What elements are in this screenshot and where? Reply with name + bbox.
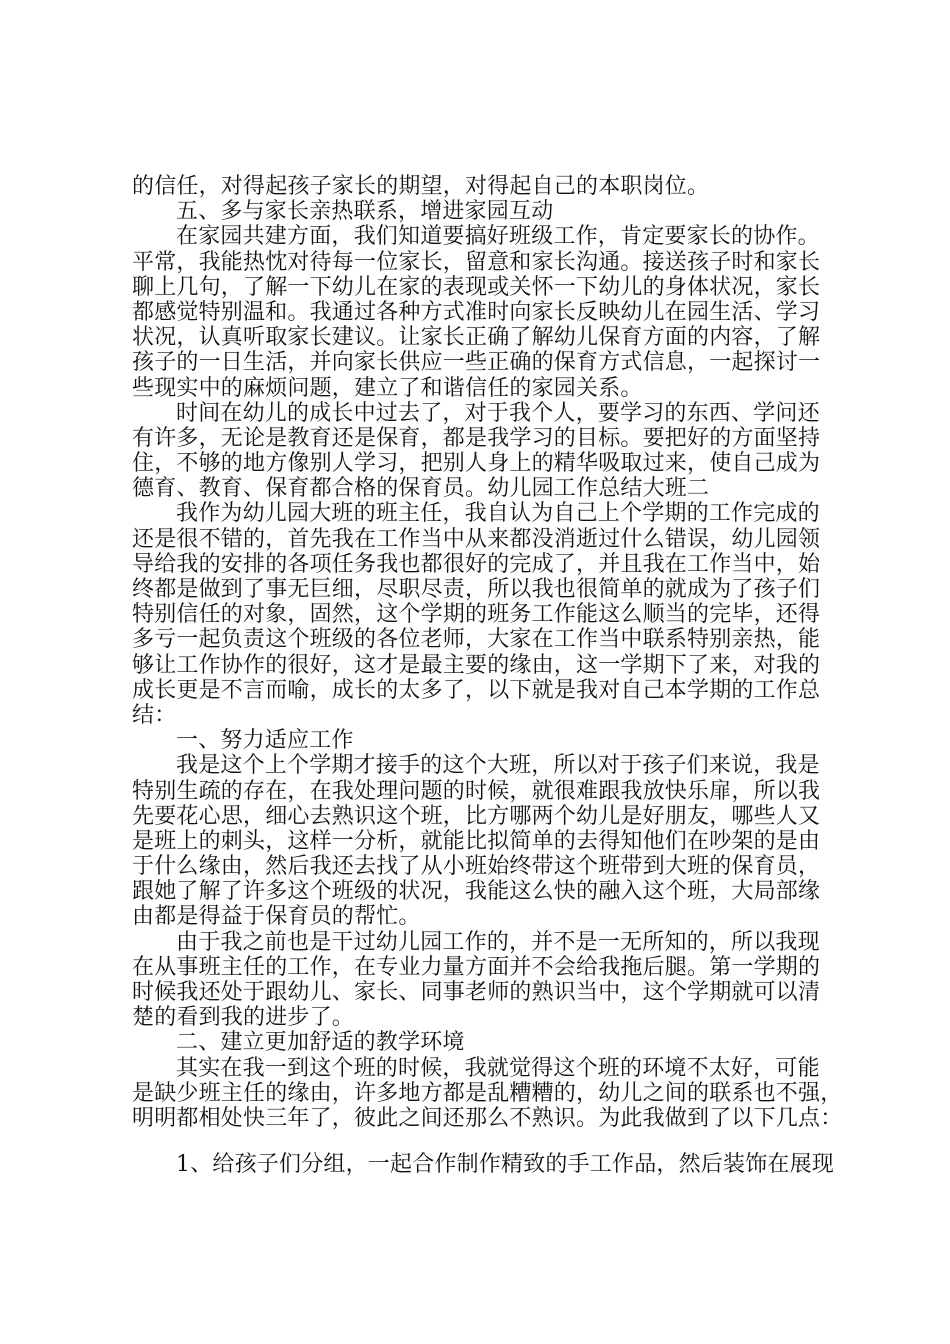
section-heading: 二、建立更加舒适的教学环境 [176,1030,465,1056]
text-line: 由都是得益于保育员的帮忙。 [132,904,421,930]
document-body [132,174,843,1131]
text-line: 跟她了解了许多这个班级的状况，我能这么快的融入这个班，大局部缘 [132,879,821,905]
text-line: 德育、教育、保育都合格的保育员。幼儿园工作总结大班二 [132,476,710,502]
text-line: 是缺少班主任的缘由，许多地方都是乱糟糟的，幼儿之间的联系也不强， [132,1080,843,1106]
text-line: 先要花心思，细心去熟识这个班，比方哪两个幼儿是好朋友，哪些人又 [132,803,821,829]
text-line: 孩子的一日生活，并向家长供应一些正确的保育方式信息，一起探讨一 [132,350,821,376]
text-line: 其实在我一到这个班的时候，我就觉得这个班的环境不太好，可能 [176,1055,820,1081]
text-line: 住，不够的地方像别人学习，把别人身上的精华吸取过来，使自己成为 [132,451,821,477]
list-item-paragraph [132,1152,832,1177]
list-item-text: 1、给孩子们分组，一起合作制作精致的手工作品，然后装饰在展现 [176,1152,834,1177]
text-line: 在从事班主任的工作，在专业力量方面并不会给我拖后腿。第一学期的 [132,954,821,980]
text-line: 平常，我能热忱对待每一位家长，留意和家长沟通。接送孩子时和家长 [132,249,821,275]
text-line: 些现实中的麻烦问题，建立了和谐信任的家园关系。 [132,375,643,401]
text-line: 在家园共建方面，我们知道要搞好班级工作，肯定要家长的协作。 [176,224,820,250]
text-line: 有许多，无论是教育还是保育，都是我学习的目标。要把好的方面坚持 [132,425,821,451]
text-line: 结： [132,702,177,728]
text-line: 特别生疏的存在，在我处理问题的时候，就很难跟我放快乐扉，所以我 [132,778,821,804]
text-line: 的信任，对得起孩子家长的期望，对得起自己的本职岗位。 [132,174,710,199]
text-line: 于什么缘由，然后我还去找了从小班始终带这个班带到大班的保育员， [132,854,821,880]
text-line: 我作为幼儿园大班的班主任，我自认为自己上个学期的工作完成的 [176,501,820,527]
text-line: 聊上几句，了解一下幼儿在家的表现或关怀一下幼儿的身体状况，家长 [132,274,821,300]
section-heading: 一、努力适应工作 [176,728,354,754]
text-line: 是班上的刺头，这样一分析，就能比拟简单的去得知他们在吵架的是由 [132,828,821,854]
text-line: 成长更是不言而喻，成长的太多了，以下就是我对自己本学期的工作总 [132,677,821,703]
text-line: 时间在幼儿的成长中过去了，对于我个人，要学习的东西、学问还 [176,400,820,426]
text-line: 多亏一起负责这个班级的各位老师，大家在工作当中联系特别亲热，能 [132,627,821,653]
text-line: 由于我之前也是干过幼儿园工作的，并不是一无所知的，所以我现 [176,929,820,955]
text-line: 终都是做到了事无巨细，尽职尽责，所以我也很简单的就成为了孩子们 [132,577,821,602]
text-line: 我是这个上个学期才接手的这个大班，所以对于孩子们来说，我是 [176,753,820,779]
text-line: 明明都相处快三年了，彼此之间还那么不熟识。为此我做到了以下几点： [132,1105,843,1131]
section-heading: 五、多与家长亲热联系，增进家园互动 [176,199,554,225]
text-line: 导给我的安排的各项任务我也都很好的完成了，并且我在工作当中，始 [132,551,821,577]
text-line: 够让工作协作的很好，这才是最主要的缘由，这一学期下了来，对我的 [132,652,821,678]
text-line: 楚的看到我的进步了。 [132,1005,355,1031]
text-line: 都感觉特别温和。我通过各种方式准时向家长反映幼儿在园生活、学习 [132,299,821,325]
text-line: 还是很不错的，首先我在工作当中从来都没消逝过什么错误，幼儿园领 [132,526,821,552]
text-line: 状况，认真听取家长建议。让家长正确了解幼儿保育方面的内容，了解 [132,325,821,351]
text-line: 特别信任的对象，固然，这个学期的班务工作能这么顺当的完毕，还得 [132,602,821,628]
text-line: 时候我还处于跟幼儿、家长、同事老师的熟识当中，这个学期就可以清 [132,980,821,1005]
